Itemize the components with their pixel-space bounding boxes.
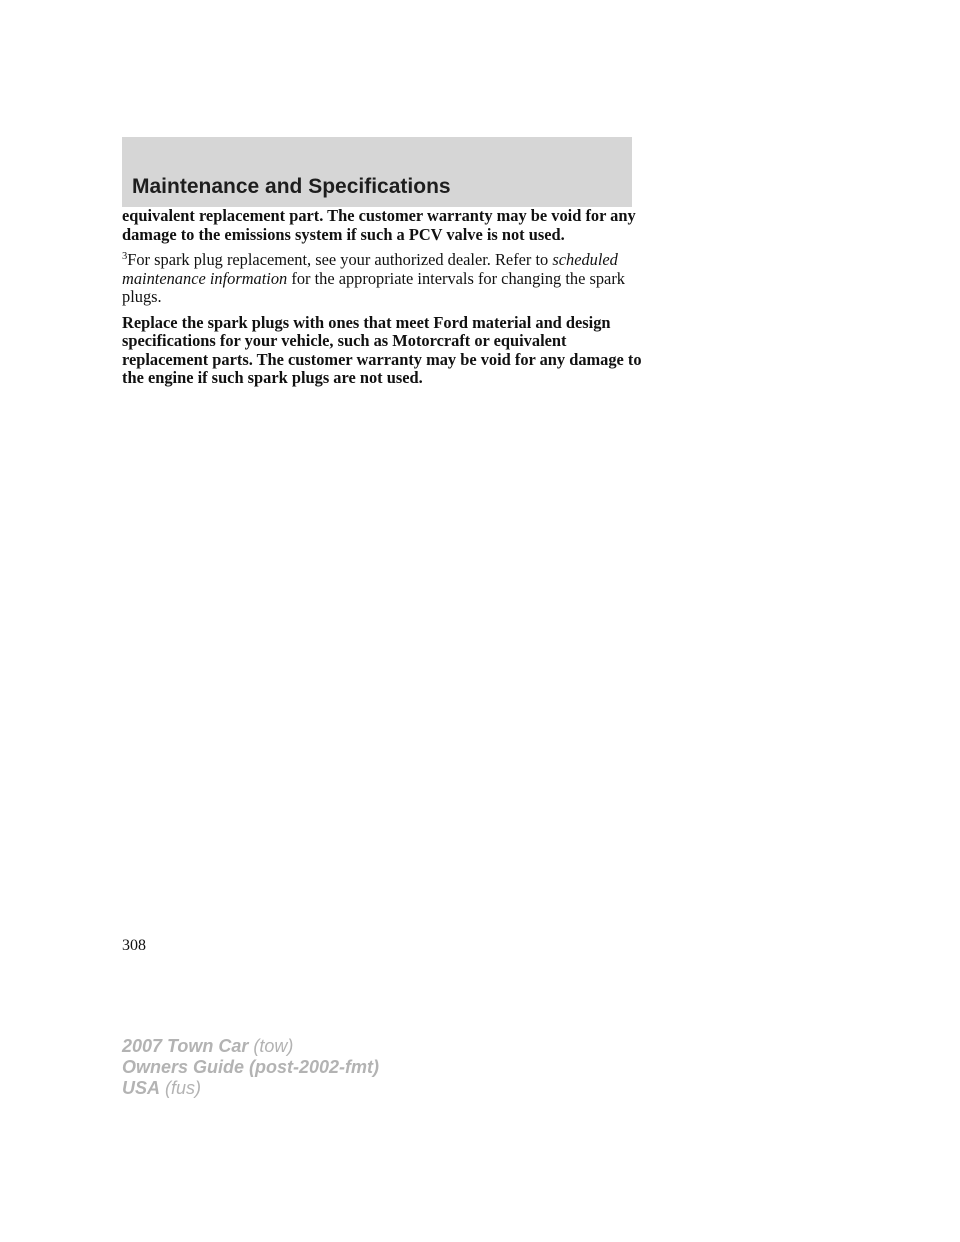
footer-market: USA — [122, 1078, 161, 1098]
document-footer — [122, 1036, 379, 1099]
footnote-text-before: For spark plug replacement, see your authorized dealer. Refer to — [127, 250, 553, 269]
section-header-band — [122, 137, 632, 207]
footer-line-market — [122, 1078, 379, 1099]
footer-line-model — [122, 1036, 379, 1057]
scheduled-maintenance-reference: scheduled maintenance information — [122, 250, 618, 288]
footnote-text-after: for the appropriate intervals for changing the spark plugs. — [122, 268, 625, 306]
spark-plug-footnote-paragraph — [122, 251, 642, 307]
footer-line-guide — [122, 1057, 379, 1078]
footer-model-code: (tow) — [253, 1036, 294, 1056]
page-number: 308 — [122, 937, 146, 954]
section-title: Maintenance and Specifications — [132, 175, 451, 198]
body-text — [122, 207, 642, 395]
footer-model: 2007 Town Car — [122, 1036, 249, 1056]
footer-market-code: (fus) — [165, 1078, 202, 1098]
warranty-paragraph-spark-plugs: Replace the spark plugs with ones that meet Ford material and design specifications for your vehicle, such as Motorcraft or equivalent replacement parts. The customer warranty may be void for any damage to the engine if such spark plugs are not used. — [122, 312, 642, 387]
warranty-paragraph-pcv: equivalent replacement part. The customer warranty may be void for any damage to the emissions system if such a PCV valve is not used. — [122, 206, 636, 244]
footer-guide: Owners Guide (post-2002-fmt) — [122, 1057, 380, 1077]
footnote-marker: 3 — [122, 251, 128, 262]
